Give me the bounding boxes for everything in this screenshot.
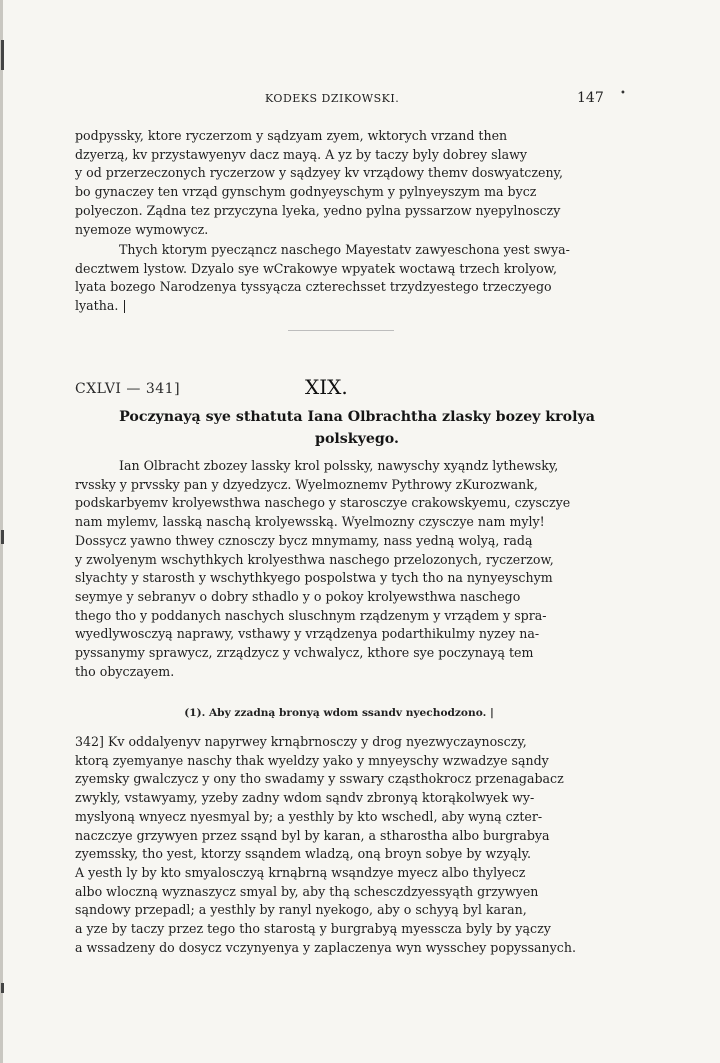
edge-mark [1,40,4,70]
text-line: zyemssky, tho yest, ktorzy ssąndem wladzą, oną broyn sobye by wzyąly. [75,846,532,862]
text-line: y od przerzeczonych ryczerzow y sądzyey kv vrządowy themv doswyatczeny, [75,165,563,181]
document-number: XIX. [305,375,348,399]
text-line: nyemoze wymowycz. [75,221,209,237]
text-line: decztwem lystow. Dzyalo sye wCrakowye wpyatek woctawą trzech krolyow, [75,260,557,276]
section-title: (1). Aby zzadną bronyą wdom ssandv nyechodzono. | [184,707,494,719]
text-line: naczczye grzywyen przez ssąnd byl by karan, a stharostha albo burgrabya [75,827,550,843]
text-line: Ian Olbracht zbozey lassky krol polssky, nawyschy xyąndz lythewsky, [119,458,559,473]
text-line: Thych ktorym pyecząncz naschego Mayestatv zawyeschona yest swya- [119,242,570,257]
text-line: dzyerzą, kv przystawyenyv dacz mayą. A yz by taczy byly dobrey slawy [75,146,527,162]
document-reference: CXLVI — 341] [75,381,181,397]
document-heading [75,406,639,450]
paragraph-1 [75,127,603,239]
text-line: podpyssky, ktore ryczerzom y sądzyam zyem, wktorych vrzand then [75,128,508,143]
text-line: thego tho y poddanych naschych sluschnym rządzenym y vrządem y spra- [75,607,547,623]
text-line: a wssadzeny do dosycz vczynyenya y zaplaczenya wyn wysschey popyssanych. [75,939,576,955]
running-title: KODEKS DZIKOWSKI. [265,92,400,105]
section-divider [288,330,394,331]
paragraph-4 [75,733,603,957]
text-line: sąndowy przepadl; a yesthly by ranyl nyekogo, aby o schyyą byl karan, [75,902,527,918]
text-line: nam mylemv, lasską naschą krolyewsską. Wyelmozny czysczye nam myly! [75,514,545,530]
edge-mark [1,983,4,993]
text-line: A yesth ly by kto smyalosczyą krnąbrną wsąndzye myecz albo thylyecz [75,864,526,880]
heading-line: Poczynayą sye sthatuta Iana Olbrachtha zlasky bozey krolya [119,409,595,425]
text-line: zwykly, vstawyamy, yzeby zadny wdom sąndv zbronyą ktorąkolwyek wy- [75,790,535,806]
text-line: tho obyczayem. [75,663,175,679]
text-line: lyatha. | [75,298,127,314]
text-line: ktorą zyemyanye naschy thak wyeldzy yako y mnyeyschy wzwadzye sąndy [75,752,549,768]
running-head [0,88,720,108]
text-line: podskarbyemv krolyewsthwa naschego y starosczye crakowskyemu, czysczye [75,495,571,511]
text-line: wyedlywosczyą naprawy, vsthawy y vrządzenya podarthikulmy nyzey na- [75,626,540,642]
text-line: slyachty y starosth y wschythkyego pospolstwa y tych tho na nynyeyschym [75,570,553,586]
text-line: a yze by taczy przez tego tho starostą y burgrabyą myesscza byly by yączy [75,921,551,937]
text-line: zyemsky gwalczycz y ony tho swadamy y sswary cząsthokrocz przenagabacz [75,771,564,787]
margin-dot: • [620,88,626,99]
text-line: seymye y sebranyv o dobry sthadlo y o pokoy krolyewsthwa naschego [75,588,521,604]
page-number: 147 [577,90,604,106]
text-line: bo gynaczey ten vrząd gynschym godnyeyschym y pylnyeyszym ma bycz [75,184,537,200]
edge-mark [1,530,4,544]
text-line: myslyoną wnyecz nyesmyal by; a yesthly by kto wschedl, aby wyną czter- [75,808,543,824]
heading-line: polskyego. [315,431,399,447]
text-line: Dossycz yawno thwey cznosczy bycz mnymamy, nass yedną wolyą, radą [75,532,533,548]
text-line: rvssky y prvssky pan y dzyedzycz. Wyelmoznemv Pythrowy zKurozwank, [75,476,538,492]
text-line: lyata bozego Narodzenya tyssyącza czterechsset trzydzyestego trzeczyego [75,279,552,295]
paragraph-2 [75,241,603,316]
text-line: y zwolyenym wschythkych krolyesthwa naschego przelozonych, ryczerzow, [75,551,554,567]
paragraph-3 [75,457,603,681]
text-line: 342] Kv oddalyenyv napyrwey krnąbrnosczy y drog nyezwyczaynosczy, [75,734,527,749]
text-line: pyssanymy sprawycz, zrządzycz y vchwalycz, kthore sye poczynayą tem [75,645,534,661]
text-line: polyeczon. Ządna tez przyczyna lyeka, yedno pylna pyssarzow nyepylnosczy [75,202,561,218]
text-line: albo wloczną wyznaszycz smyal by, aby thą schesczdzyessyąth grzywyen [75,883,539,899]
